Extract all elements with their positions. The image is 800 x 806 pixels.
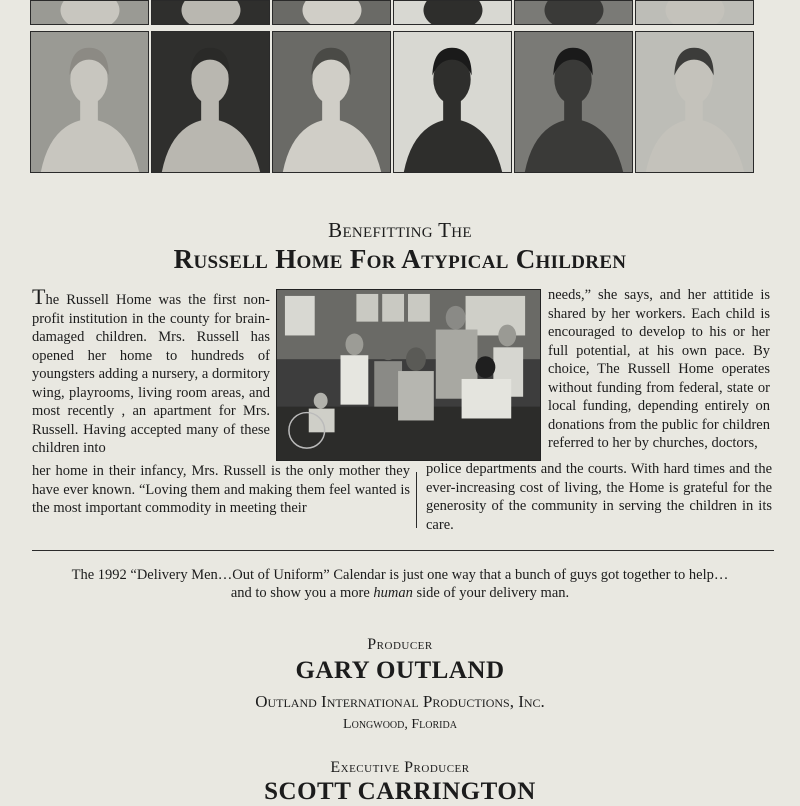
- portrait-image: [152, 32, 269, 172]
- portrait-image: [394, 32, 511, 172]
- section-divider: [32, 550, 774, 551]
- portrait-photo: [393, 0, 512, 25]
- calendar-note-line-1: The 1992 “Delivery Men…Out of Uniform” Calendar is just one way that a bunch of guys got together to help…: [71, 567, 729, 583]
- calendar-note-text-end: side of your delivery man.: [412, 585, 570, 601]
- calendar-note-line-2: [0, 585, 800, 602]
- executive-producer-role: Executive Producer: [330, 759, 470, 776]
- article-column-3: needs,” she says, and her attitide is shared by her workers. Each child is encouraged to develop to his or her full potential, at his own pace. By choice, The Russell Home operates without funding from federal, state or local funding, depending entirely on donations from the public for children referred to her by churches, doctors,: [548, 287, 770, 451]
- portrait-image: [394, 1, 511, 24]
- article-column-2-continued: police departments and the courts. With hard times and the ever-increasing cost of living, the Home is grateful for the generosity of the community in serving the children in its care.: [426, 461, 772, 533]
- group-photo-image: [277, 290, 540, 460]
- producer-name: GARY OUTLAND: [295, 657, 505, 684]
- portrait-image: [515, 1, 632, 24]
- portrait-photo: [272, 31, 391, 173]
- portrait-photo: [30, 31, 149, 173]
- portrait-photo: [30, 0, 149, 25]
- column-divider: [416, 472, 417, 528]
- portrait-photo: [514, 31, 633, 173]
- portrait-image: [31, 1, 148, 24]
- article-column-1-text: he Russell Home was the first non-profit institution in the county for brain-damaged children. Mrs. Russell has opened her home to hundreds of youngsters adding a nursery, a dormitory wing, playrooms, living room areas, and most recently , an apartment for Mrs. Russell. Having accepted many of these children into: [32, 292, 270, 456]
- calendar-note-text: and to show you a more: [230, 585, 374, 601]
- producer-city: Longwood, Florida: [343, 717, 457, 732]
- portrait-image: [273, 32, 390, 172]
- portrait-photo: [272, 0, 391, 25]
- portrait-image: [31, 32, 148, 172]
- producer-role: Producer: [367, 636, 433, 653]
- portrait-image: [152, 1, 269, 24]
- portrait-photo-grid: [30, 0, 755, 173]
- calendar-note-emphasis: human: [373, 585, 413, 601]
- executive-producer-name: SCOTT CARRINGTON: [264, 778, 536, 805]
- heading-russell-home: Russell Home For Atypical Children: [173, 244, 627, 274]
- portrait-photo: [151, 31, 270, 173]
- heading-benefitting: Benefitting The: [328, 218, 472, 242]
- portrait-photo: [151, 0, 270, 25]
- portrait-image: [273, 1, 390, 24]
- portrait-photo: [635, 0, 754, 25]
- portrait-photo: [393, 31, 512, 173]
- article-column-1: [32, 284, 270, 458]
- producer-company: Outland International Productions, Inc.: [255, 692, 545, 711]
- group-photo: [276, 289, 541, 461]
- portrait-image: [636, 1, 753, 24]
- article-column-1-continued: her home in their infancy, Mrs. Russell is the only mother they have ever known. “Loving them and making them feel wanted is the most important commodity in meeting their: [32, 463, 410, 516]
- portrait-photo: [635, 31, 754, 173]
- portrait-image: [515, 32, 632, 172]
- portrait-photo: [514, 0, 633, 25]
- article-dropcap: T: [32, 284, 46, 309]
- portrait-image: [636, 32, 753, 172]
